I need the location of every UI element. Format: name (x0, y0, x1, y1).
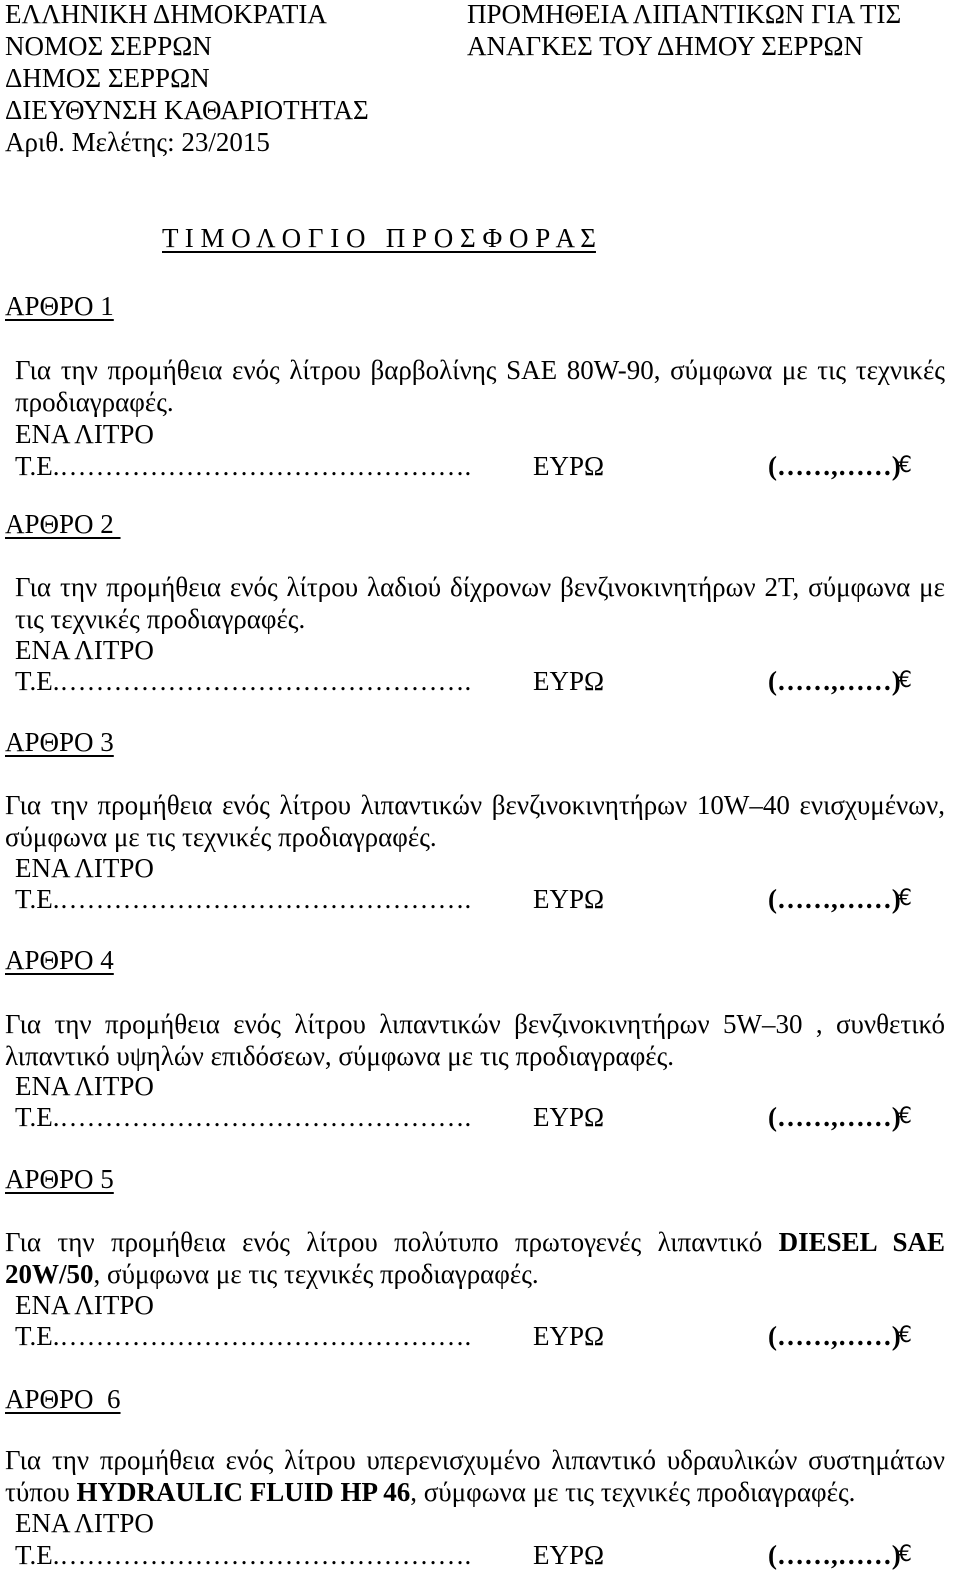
description-line: Για την προμήθεια ενός λίτρου υπερενισχυμένο λιπαντικό υδραυλικών συστημάτων (5, 1445, 945, 1475)
euro-icon: € (898, 1323, 912, 1348)
project-title-line: ΑΝΑΓΚΕΣ ΤΟΥ ΔΗΜΟΥ ΣΕΡΡΩΝ (467, 31, 864, 61)
issuer-line: ΕΛΛΗΝΙΚΗ ΔΗΜΟΚΡΑΤΙΑ (5, 0, 327, 29)
article-5-heading: ΑΡΘΡΟ 5 (5, 1164, 114, 1194)
issuer-line: ΔΙΕΥΘΥΝΣΗ ΚΑΘΑΡΙΟΤΗΤΑΣ (5, 95, 369, 125)
currency-label: ΕΥΡΩ (533, 1321, 605, 1351)
description-text: , σύμφωνα με τις τεχνικές προδιαγραφές. (93, 1259, 539, 1289)
price-amount-placeholder: (……,……) (768, 451, 901, 481)
article-3-description (5, 789, 945, 853)
issuer-line: ΔΗΜΟΣ ΣΕΡΡΩΝ (5, 63, 210, 93)
currency-label: ΕΥΡΩ (533, 884, 605, 914)
description-line: Για την προμήθεια ενός λίτρου λιπαντικών βενζινοκινητήρων 10W–40 ενισχυμένων, (5, 790, 945, 820)
project-title-block (467, 0, 901, 62)
description-text: , σύμφωνα με τις τεχνικές προδιαγραφές. (410, 1477, 856, 1507)
product-spec: 20W/50 (5, 1259, 94, 1289)
unit-label: ΕΝΑ ΛΙΤΡΟ (15, 1071, 154, 1101)
price-line (5, 1320, 945, 1352)
study-number: Αριθ. Μελέτης: 23/2015 (5, 127, 270, 157)
price-line (5, 450, 945, 482)
description-line (5, 1258, 945, 1290)
price-line (5, 883, 945, 915)
price-amount-placeholder: (……,……) (768, 1540, 901, 1570)
price-amount-placeholder: (……,……) (768, 884, 901, 914)
currency-label: ΕΥΡΩ (533, 1540, 605, 1570)
price-line (5, 1539, 945, 1571)
article-1-heading: ΑΡΘΡΟ 1 (5, 291, 114, 321)
currency-label: ΕΥΡΩ (533, 666, 605, 696)
euro-icon: € (898, 1542, 912, 1567)
issuer-line: ΝΟΜΟΣ ΣΕΡΡΩΝ (5, 31, 212, 61)
issuer-block (5, 0, 369, 158)
price-te: Τ.Ε.………………………………………. (15, 1321, 472, 1351)
description-line: λιπαντικό υψηλών επιδόσεων, σύμφωνα με τις προδιαγραφές. (5, 1041, 675, 1071)
price-te: Τ.Ε.………………………………………. (15, 1102, 472, 1132)
description-line: Για την προμήθεια ενός λίτρου λαδιού δίχρονων βενζινοκινητήρων 2Τ, σύμφωνα με (15, 572, 945, 602)
article-6-description (5, 1444, 945, 1508)
price-line (5, 665, 945, 697)
price-te: Τ.Ε.………………………………………. (15, 884, 472, 914)
article-3-heading: ΑΡΘΡΟ 3 (5, 727, 114, 757)
unit-label: ΕΝΑ ΛΙΤΡΟ (15, 1290, 154, 1320)
price-line (5, 1101, 945, 1133)
euro-icon: € (898, 886, 912, 911)
article-4-heading: ΑΡΘΡΟ 4 (5, 945, 114, 975)
description-text: τύπου (5, 1477, 70, 1507)
unit-label: ΕΝΑ ΛΙΤΡΟ (15, 1508, 154, 1538)
price-amount-placeholder: (……,……) (768, 1102, 901, 1132)
price-te: Τ.Ε.………………………………………. (15, 1540, 472, 1570)
price-te: Τ.Ε.………………………………………. (15, 451, 472, 481)
unit-label: ΕΝΑ ΛΙΤΡΟ (15, 419, 154, 449)
price-amount-placeholder: (……,……) (768, 1321, 901, 1351)
description-text: Για την προμήθεια ενός λίτρου πολύτυπο πρωτογενές λιπαντικό (5, 1227, 763, 1257)
article-2-heading: ΑΡΘΡΟ 2 (5, 509, 121, 539)
article-5-description (5, 1226, 945, 1290)
article-6-heading: ΑΡΘΡΟ 6 (5, 1384, 121, 1414)
description-line: Για την προμήθεια ενός λίτρου λιπαντικών βενζινοκινητήρων 5W–30 , συνθετικό (5, 1009, 945, 1039)
price-te: Τ.Ε.………………………………………. (15, 666, 472, 696)
price-amount-placeholder: (……,……) (768, 666, 901, 696)
description-line: σύμφωνα με τις τεχνικές προδιαγραφές. (5, 822, 437, 852)
euro-icon: € (898, 453, 912, 478)
article-4-description (5, 1008, 945, 1072)
article-1-description (5, 354, 945, 418)
currency-label: ΕΥΡΩ (533, 1102, 605, 1132)
description-line: Για την προμήθεια ενός λίτρου βαρβολίνης SAE 80W-90, σύμφωνα με τις τεχνικές (15, 355, 945, 385)
euro-icon: € (898, 1104, 912, 1129)
euro-icon: € (898, 668, 912, 693)
document-title: Τ Ι Μ Ο Λ Ο Γ Ι Ο Π Ρ Ο Σ Φ Ο Ρ Α Σ (162, 223, 596, 253)
project-title-line: ΠΡΟΜΗΘΕΙΑ ΛΙΠΑΝΤΙΚΩΝ ΓΙΑ ΤΙΣ (467, 0, 902, 29)
description-line: προδιαγραφές. (15, 387, 174, 417)
description-line (5, 1226, 945, 1258)
unit-label: ΕΝΑ ΛΙΤΡΟ (15, 635, 154, 665)
description-line: τις τεχνικές προδιαγραφές. (15, 604, 306, 634)
currency-label: ΕΥΡΩ (533, 451, 605, 481)
description-line (5, 1476, 945, 1508)
product-spec: DIESEL SAE (778, 1227, 946, 1257)
article-2-description (5, 571, 945, 635)
product-spec: HYDRAULIC FLUID HP 46 (76, 1477, 411, 1507)
unit-label: ΕΝΑ ΛΙΤΡΟ (15, 853, 154, 883)
